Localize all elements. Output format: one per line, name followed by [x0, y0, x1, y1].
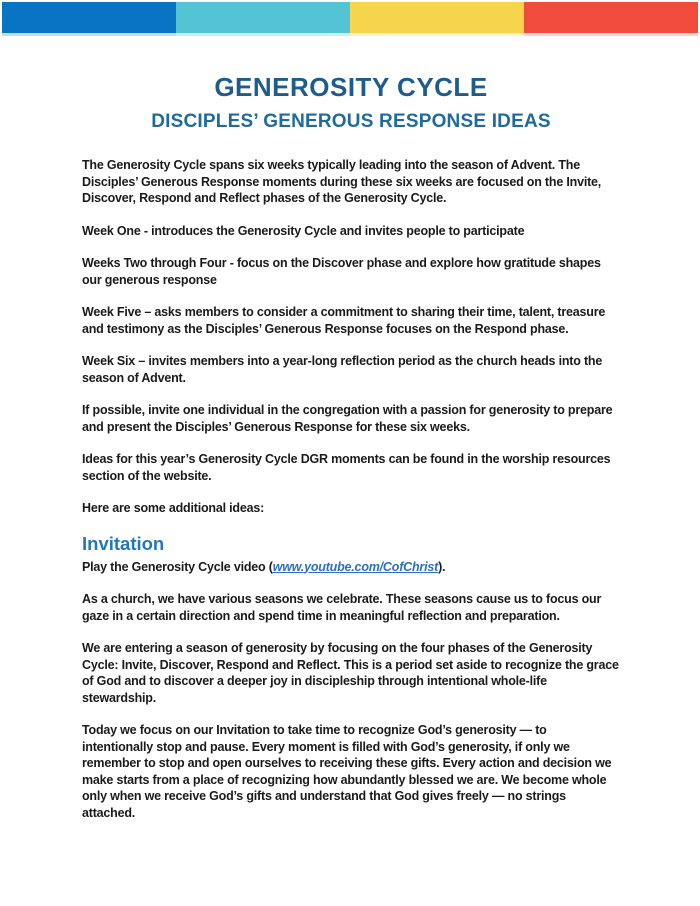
paragraph-additional-ideas: Here are some additional ideas: [82, 501, 265, 515]
youtube-link[interactable]: www.youtube.com/CofChrist [272, 559, 439, 574]
color-bar-segment-teal [176, 2, 350, 33]
video-line-prefix: Play the Generosity Cycle video ( [82, 559, 273, 574]
paragraph-weeks-two-four: Weeks Two through Four - focus on the Discover phase and explore how gratitude shapes our generous response [82, 256, 601, 287]
video-line-suffix: ). [438, 559, 446, 574]
page-title: GENEROSITY CYCLE [214, 72, 488, 102]
color-bar-tint-red [524, 33, 698, 36]
paragraph-overview: The Generosity Cycle spans six weeks typically leading into the season of Advent. The Disciples’ Generous Response moments during these six weeks are focused on the Invite, Discover, Respond and Reflect phases of the Generosity Cycle. [82, 158, 602, 205]
decorative-color-bar-tint [2, 33, 698, 36]
paragraph-as-a-church: As a church, we have various seasons we celebrate. These seasons cause us to focus our gaze in a certain direction and spend time in meaningful reflection and preparation. [82, 592, 602, 623]
paragraph-if-possible: If possible, invite one individual in the congregation with a passion for generosity to prepare and present the Disciples’ Generous Response for these six weeks. [82, 403, 613, 434]
document-body [0, 36, 700, 821]
color-bar-tint-teal [176, 33, 350, 36]
decorative-color-bar [2, 2, 698, 33]
paragraph-ideas-website: Ideas for this year’s Generosity Cycle DGR moments can be found in the worship resources section of the website. [82, 452, 611, 483]
paragraph-video-line [82, 559, 620, 576]
section-heading-invitation: Invitation [82, 532, 165, 554]
paragraph-week-one: Week One - introduces the Generosity Cycle and invites people to participate [82, 223, 525, 238]
paragraph-entering-season: We are entering a season of generosity by focusing on the four phases of the Generosity Cycle: Invite, Discover, Respond and Reflect. This is a period set aside to recognize the grace of God and to discover a deeper joy in discipleship through intentional whole-life stewardship. [82, 641, 619, 705]
color-bar-segment-blue [2, 2, 176, 33]
color-bar-tint-yellow [350, 33, 524, 36]
paragraph-week-six: Week Six – invites members into a year-long reflection period as the church heads into the season of Advent. [82, 354, 603, 385]
color-bar-segment-yellow [350, 2, 524, 33]
color-bar-tint-blue [2, 33, 176, 36]
color-bar-segment-red [524, 2, 698, 33]
paragraph-today-we-focus: Today we focus on our Invitation to take time to recognize God’s generosity — to intentionally stop and pause. Every moment is filled with God’s generosity, if only we remember to stop and open ourselves to receiving these gifts. Every action and decision we make starts from a place of recognizing how abundantly blessed we are. We become whole only when we receive God’s gifts and understand that God gives freely — no strings attached. [82, 723, 612, 820]
page-subtitle: DISCIPLES’ GENEROUS RESPONSE IDEAS [151, 111, 551, 132]
paragraph-week-five: Week Five – asks members to consider a commitment to sharing their time, talent, treasure and testimony as the Disciples’ Generous Response focuses on the Respond phase. [82, 305, 606, 336]
